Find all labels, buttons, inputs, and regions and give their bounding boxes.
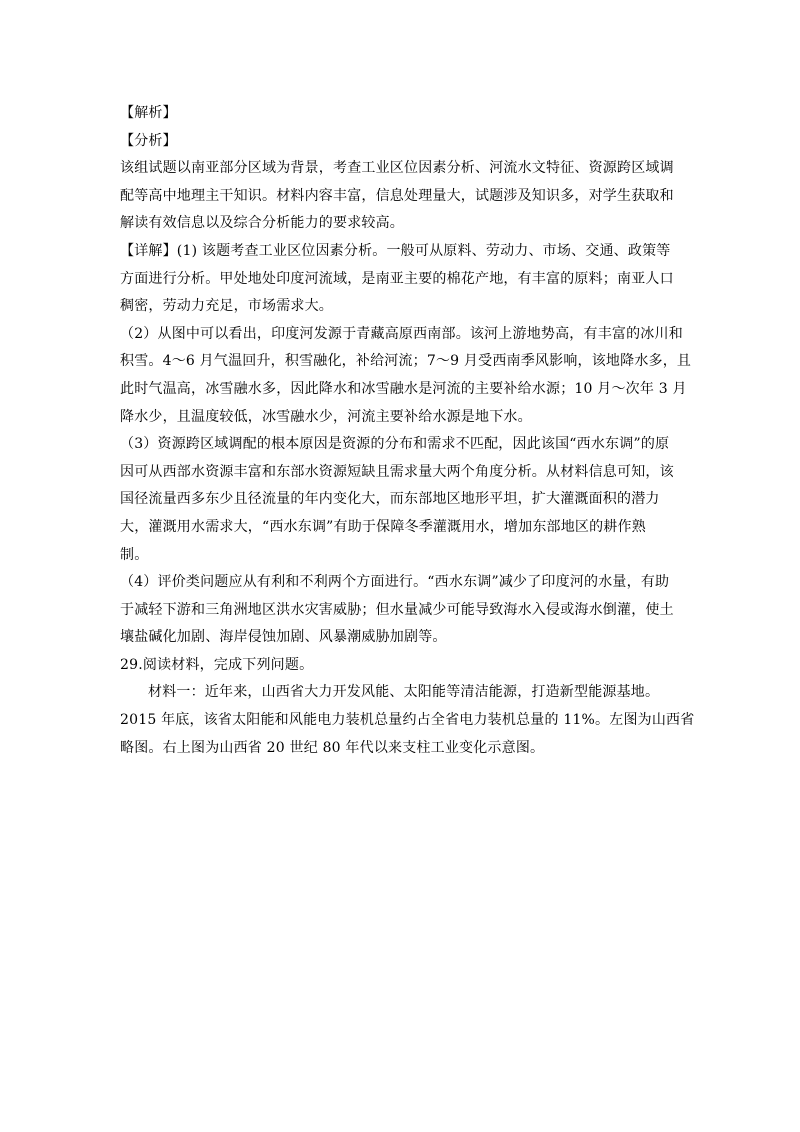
text-line: 2015 年底，该省太阳能和风能电力装机总量约占全省电力装机总量的 11%。左图为山西省 xyxy=(120,712,695,729)
part3-paragraph xyxy=(120,431,690,569)
text-line: 壤盐碱化加剧、海岸侵蚀加剧、风暴潮威胁加剧等。 xyxy=(120,629,447,646)
text-line: 降水少，且温度较低，冰雪融水少，河流主要补给水源是地下水。 xyxy=(120,408,532,425)
text-line: 略图。右上图为山西省 20 世纪 80 年代以来支柱工业变化示意图。 xyxy=(120,739,545,756)
question-29-title: 29.阅读材料，完成下列问题。 xyxy=(120,656,314,673)
text-line: 该组试题以南亚部分区域为背景，考查工业区位因素分析、河流水文特征、资源跨区域调 xyxy=(120,160,674,177)
text-line: 【详解】(1) 该题考查工业区位因素分析。一般可从原料、劳动力、市场、交通、政策等 xyxy=(120,242,671,259)
text-line: 制。 xyxy=(120,546,149,563)
heading-fenxi: 【分析】 xyxy=(120,132,177,149)
text-line: 此时气温高，冰雪融水多，因此降水和冰雪融水是河流的主要补给水源；10 月～次年 3 月 xyxy=(120,380,687,397)
text-line: 大，灌溉用水需求大，“西水东调”有助于保障冬季灌溉用水，增加东部地区的耕作熟 xyxy=(120,518,646,535)
text-line: 稠密，劳动力充足，市场需求大。 xyxy=(120,298,333,315)
text-line: （4）评价类问题应从有利和不利两个方面进行。“西水东调”减少了印度河的水量，有助 xyxy=(120,574,670,591)
material-paragraph xyxy=(120,679,695,762)
text-line: 积雪。4～6 月气温回升，积雪融化，补给河流；7～9 月受西南季风影响，该地降水多，且 xyxy=(120,353,692,370)
text-line: （2）从图中可以看出，印度河发源于青藏高原西南部。该河上游地势高，有丰富的冰川和 xyxy=(120,325,683,342)
text-line: 于减轻下游和三角洲地区洪水灾害威胁；但水量减少可能导致海水入侵或海水倒灌，使土 xyxy=(120,601,674,618)
analysis-paragraph xyxy=(120,155,690,238)
document-page xyxy=(120,100,695,762)
text-line: 解读有效信息以及综合分析能力的要求较高。 xyxy=(120,215,404,232)
text-line: 因可从西部水资源丰富和东部水资源短缺且需求量大两个角度分析。从材料信息可知，该 xyxy=(120,463,674,480)
text-line: 配等高中地理主干知识。材料内容丰富，信息处理量大，试题涉及知识多，对学生获取和 xyxy=(120,187,674,204)
text-line: 材料一：近年来，山西省大力开发风能、太阳能等清洁能源，打造新型能源基地。 xyxy=(148,684,660,701)
text-line: 方面进行分析。甲处地处印度河流域，是南亚主要的棉花产地，有丰富的原料；南亚人口 xyxy=(120,270,674,287)
text-line: 国径流量西多东少且径流量的年内变化大，而东部地区地形平坦，扩大灌溉面积的潜力 xyxy=(120,491,660,508)
detail-paragraph xyxy=(120,238,690,321)
part4-paragraph xyxy=(120,569,690,652)
heading-jiexi: 【解析】 xyxy=(120,105,177,121)
text-line: （3）资源跨区域调配的根本原因是资源的分布和需求不匹配，因此该国“西水东调”的原 xyxy=(120,436,670,453)
part2-paragraph xyxy=(120,321,690,431)
